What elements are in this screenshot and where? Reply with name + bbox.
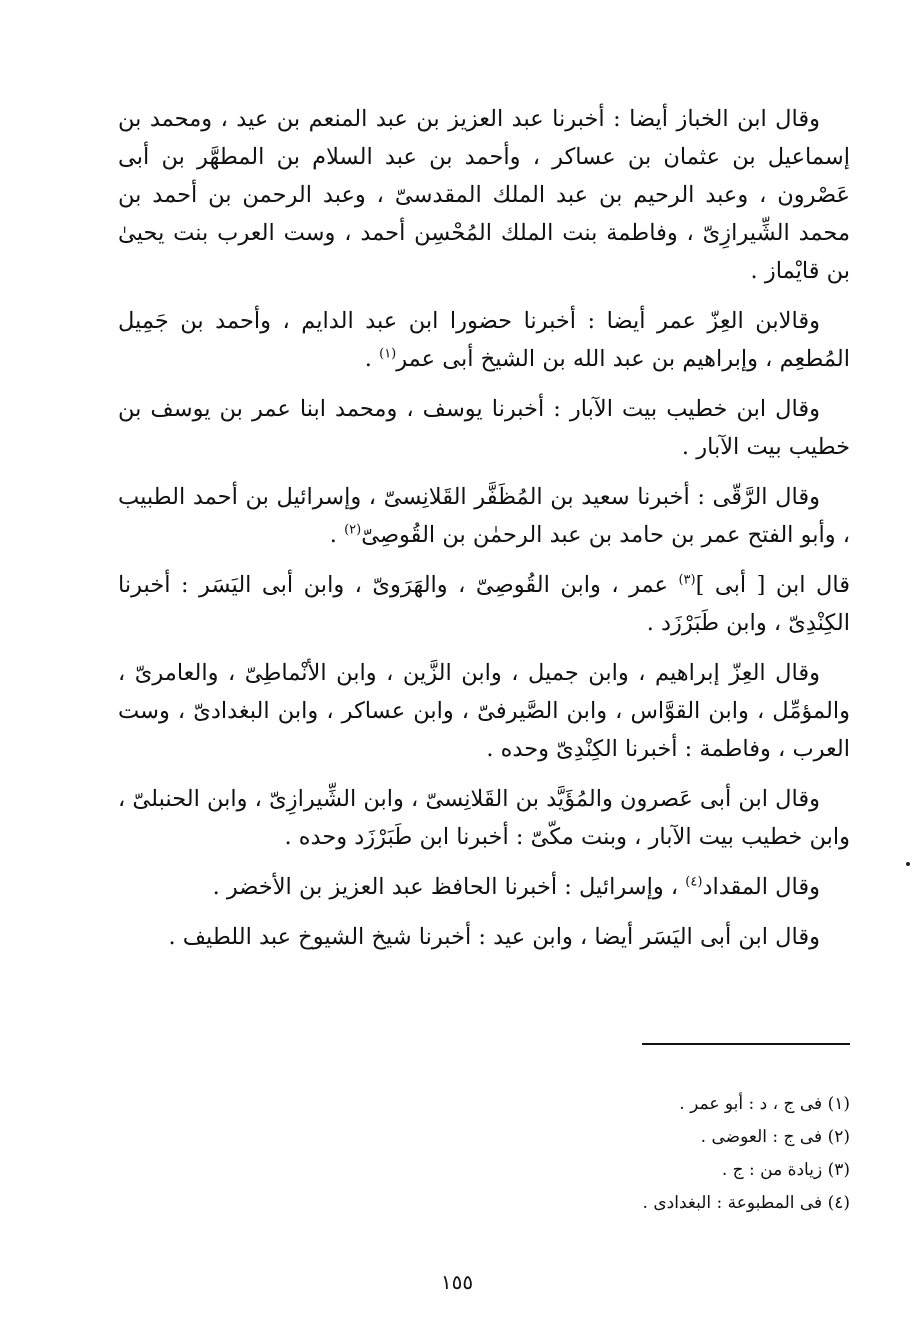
paragraph-4: [118, 478, 850, 554]
footnote-3: (٣) زيادة من : ج .: [721, 1160, 850, 1180]
paragraph-text: قال ابن [ أبى ]: [695, 572, 850, 598]
footnote-ref[interactable]: (٤): [685, 874, 703, 890]
paragraph-5: [118, 566, 850, 642]
paragraph-6: [118, 654, 850, 768]
paragraph-text: وقال الرَّقّى : أخبرنا سعيد بن المُظَفَّر القَلانِسىّ ، وإسرائيل بن أحمد الطبيب ، وأبو الفتح عمر بن حامد بن عبد الرحمٰن بن القُوصِىّ: [118, 484, 850, 548]
footnote-ref[interactable]: (٣): [678, 572, 696, 588]
paragraph-tail: .: [329, 522, 345, 548]
paragraph-9: [118, 918, 850, 956]
paragraph-tail: ، وإسرائيل : أخبرنا الحافظ عبد العزيز بن الأخضر .: [212, 874, 686, 900]
paragraph-text: وقال ابن خطيب بيت الآبار : أخبرنا يوسف ، ومحمد ابنا عمر بن يوسف بن خطيب بيت الآبار .: [118, 396, 850, 460]
footnote-1: (١) فى ج ، د : أبو عمر .: [679, 1094, 850, 1114]
paragraph-text: وقال العِزّ إبراهيم ، وابن جميل ، وابن الزَّين ، وابن الأنْماطِىّ ، والعامرىّ ، والمؤمِّل ، وابن القوَّاس ، وابن الصَّيرفىّ ، وابن عساكر ، وابن البغدادىّ ، وست العرب ، وفاطمة : أخبرنا الكِنْدِىّ وحده .: [118, 660, 850, 762]
main-text: [118, 100, 850, 968]
paragraph-2: [118, 302, 850, 378]
footnote-2: (٢) فى ج : العوضى .: [700, 1127, 850, 1147]
paragraph-3: [118, 390, 850, 466]
paragraph-text: وقال المقداد: [702, 874, 820, 900]
footnote-divider: [642, 1043, 850, 1045]
margin-dot: [906, 862, 910, 866]
footnote-ref[interactable]: (١): [379, 346, 397, 362]
footnote-4: (٤) فى المطبوعة : البغدادى .: [642, 1193, 850, 1213]
paragraph-7: [118, 780, 850, 856]
paragraph-text: وقال ابن أبى عَصرون والمُؤَيَّد بن القَلانِسىّ ، وابن الشِّيرازِىّ ، وابن الحنبلىّ ، وابن خطيب بيت الآبار ، وبنت مكّىّ : أخبرنا ابن طَبَرْزَد وحده .: [118, 786, 850, 850]
paragraph-text: وقالابن العِزّ عمر أيضا : أخبرنا حضورا ابن عبد الدايم ، وأحمد بن جَمِيل المُطعِم ، وإبراهيم بن عبد الله بن الشيخ أبى عمر: [118, 308, 850, 372]
paragraph-tail: .: [364, 346, 380, 372]
page-number: ١٥٥: [440, 1270, 474, 1294]
paragraph-tail: عمر ، وابن القُوصِىّ ، والهَرَوىّ ، وابن أبى اليَسَر : أخبرنا الكِنْدِىّ ، وابن طَبَرْزَد .: [118, 572, 850, 636]
footnotes: [400, 1088, 850, 1220]
paragraph-text: وقال ابن الخباز أيضا : أخبرنا عبد العزيز بن عبد المنعم بن عيد ، ومحمد بن إسماعيل بن عثمان بن عساكر ، وأحمد بن عبد السلام بن المطهَّر بن أبى عَصْرون ، وعبد الرحيم بن عبد الملك المقدسىّ ، وعبد الرحمن بن أحمد بن محمد الشِّيرازِىّ ، وفاطمة بنت الملك المُحْسِن أحمد ، وست العرب بنت يحيىٰ بن قايْماز .: [118, 106, 850, 284]
footnote-ref[interactable]: (٢): [344, 522, 362, 538]
paragraph-text: وقال ابن أبى اليَسَر أيضا ، وابن عيد : أخبرنا شيخ الشيوخ عبد اللطيف .: [168, 924, 820, 950]
paragraph-8: [118, 868, 850, 906]
paragraph-1: [118, 100, 850, 290]
